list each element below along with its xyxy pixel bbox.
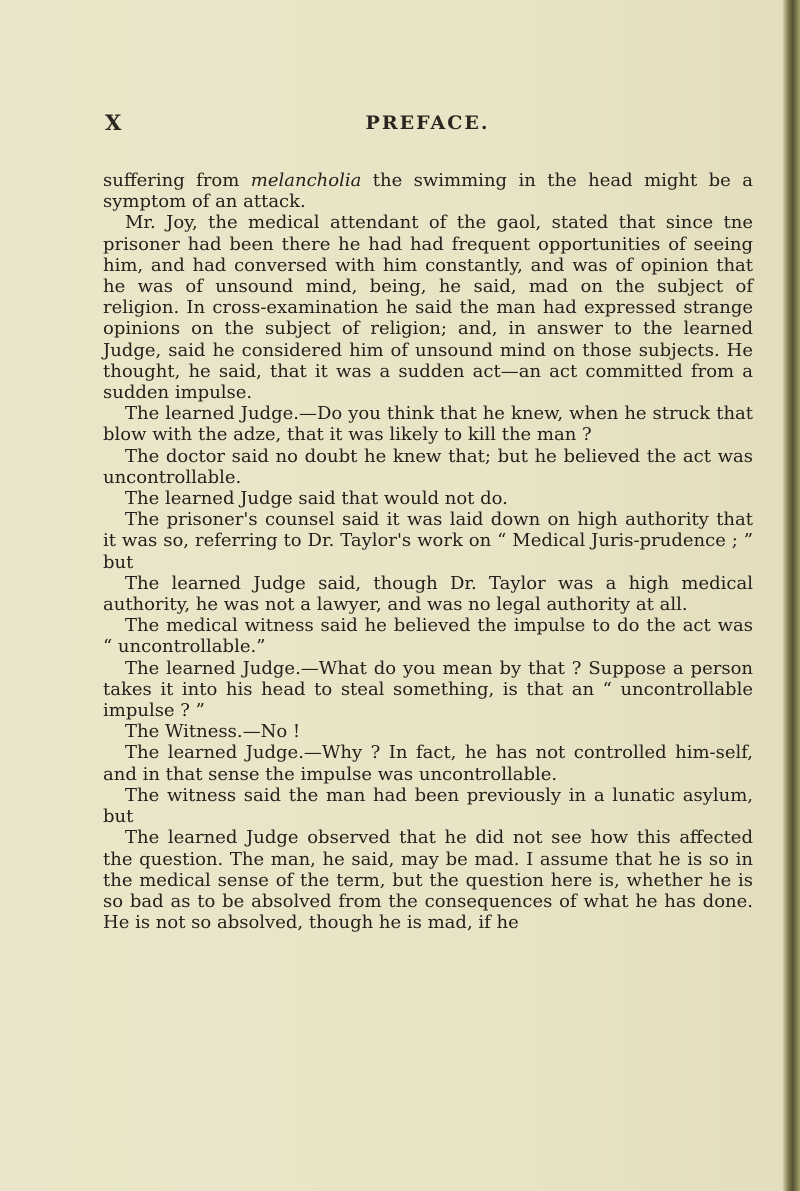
paragraph: suffering from melancholia the swimming in the head might be a symptom of an attack.: [103, 170, 753, 213]
running-head: PREFACE.: [365, 112, 490, 134]
paragraph: The Witness.—No !: [125, 721, 301, 743]
paragraph: The learned Judge.—Why ? In fact, he has not controlled him-self, and in that sense the impulse was uncontrollable.: [103, 742, 753, 785]
body-text: [103, 170, 753, 933]
paragraph: The learned Judge said, though Dr. Taylor was a high medical authority, he was not a lawyer, and was no legal authority at all.: [103, 572, 753, 616]
paragraph: The doctor said no doubt he knew that; but he believed the act was uncontrollable.: [103, 445, 753, 488]
paragraph: The witness said the man had been previously in a lunatic asylum, but: [103, 784, 753, 828]
paragraph: The learned Judge said that would not do.: [125, 488, 508, 510]
page-header: [105, 110, 750, 140]
italic-term: melancholia: [250, 170, 362, 191]
paragraph: The medical witness said he believed the impulse to do the act was “ uncontrollable.”: [103, 615, 753, 658]
paragraph: The learned Judge.—Do you think that he knew, when he struck that blow with the adze, that it was likely to kill the man ?: [103, 403, 753, 446]
page-number: X: [105, 110, 122, 135]
page-edge-shadow: [782, 0, 800, 1191]
paragraph: The learned Judge.—What do you mean by that ? Suppose a person takes it into his head to steal something, is that an “ uncontrollable impulse ? ”: [103, 657, 753, 722]
paragraph: Mr. Joy, the medical attendant of the gaol, stated that since tne prisoner had been there he had had frequent opportunities of seeing him, and had conversed with him constantly, and was of opinion that he was of unsound mind, being, he said, mad on the subject of religion. In cross-examination he said the man had expressed strange opinions on the subject of religion; and, in answer to the learned Judge, said he considered him of unsound mind on those subjects. He thought, he said, that it was a sudden act—an act committed from a sudden impulse.: [103, 212, 753, 404]
paragraph: The prisoner's counsel said it was laid down on high authority that it was so, referring to Dr. Taylor's work on “ Medical Juris-prudence ; ” but: [103, 509, 753, 573]
paragraph: The learned Judge observed that he did not see how this affected the question. The man, he said, may be mad. I assume that he is so in the medical sense of the term, but the question here is, whether he is so bad as to be absolved from the consequences of what he has done. He is not so absolved, though he is mad, if he: [103, 827, 753, 934]
